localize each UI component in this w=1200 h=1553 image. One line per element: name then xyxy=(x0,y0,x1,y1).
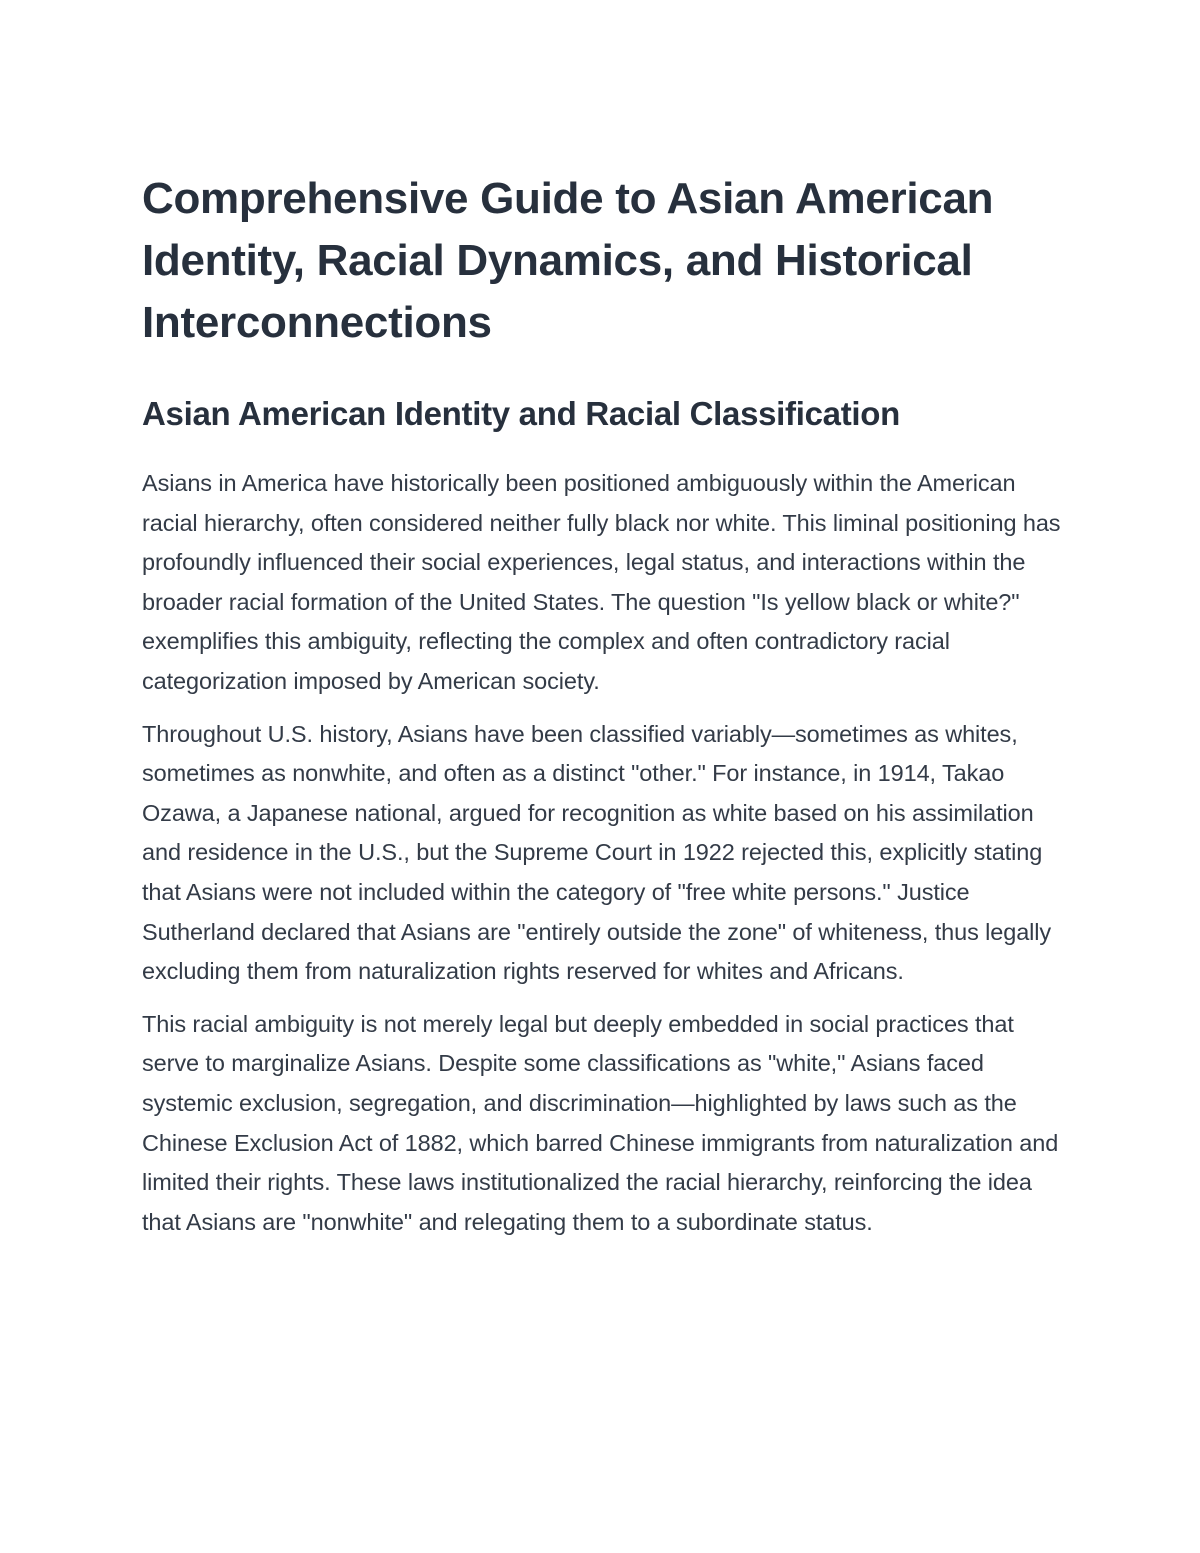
paragraph-1: Asians in America have historically been positioned ambiguously within the American racial hierarchy, often considered neither fully black nor white. This liminal positioning has profoundly influenced their social experiences, legal status, and interactions within the broader racial formation of the United States. The question "Is yellow black or white?" exemplifies this ambiguity, reflecting the complex and often contradictory racial categorization imposed by American society. xyxy=(142,470,1061,694)
document-page xyxy=(142,168,1062,1242)
section-heading: Asian American Identity and Racial Classification xyxy=(142,395,900,432)
paragraph-3: This racial ambiguity is not merely legal but deeply embedded in social practices that serve to marginalize Asians. Despite some classifications as "white," Asians faced systemic exclusion, segregation, and discrimination—highlighted by laws such as the Chinese Exclusion Act of 1882, which barred Chinese immigrants from naturalization and limited their rights. These laws institutionalized the racial hierarchy, reinforcing the idea that Asians are "nonwhite" and relegating them to a subordinate status. xyxy=(142,1010,1059,1235)
paragraph-2: Throughout U.S. history, Asians have been classified variably—sometimes as whites, sometimes as nonwhite, and often as a distinct "other." For instance, in 1914, Takao Ozawa, a Japanese national, argued for recognition as white based on his assimilation and residence in the U.S., but the Supreme Court in 1922 rejected this, explicitly stating that Asians were not included within the category of "free white persons." Justice Sutherland declared that Asians are "entirely outside the zone" of whiteness, thus legally excluding them from naturalization rights reserved for whites and Africans. xyxy=(142,720,1052,985)
document-title: Comprehensive Guide to Asian American Identity, Racial Dynamics, and Historical Interconnections xyxy=(142,174,994,347)
